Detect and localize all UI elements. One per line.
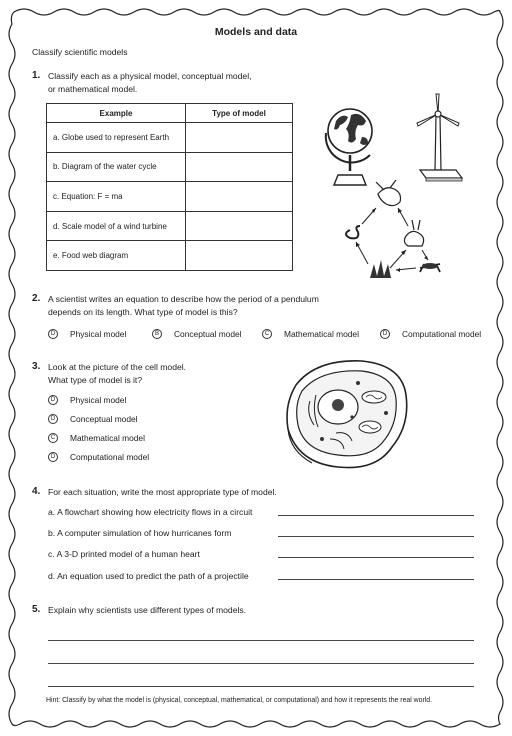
option-circle: B (152, 329, 162, 339)
q1-prompt-line2: or mathematical model. (48, 84, 138, 94)
table-row (47, 152, 293, 182)
q3-number: 3. (32, 361, 41, 372)
q3-option-computational[interactable] (48, 452, 149, 462)
hint-text: Hint: Classify by what the model is (physical, conceptual, mathematical, or computational) and how it represents the real world. (46, 697, 433, 704)
option-circle: D (380, 329, 390, 339)
q2-prompt-line1: A scientist writes an equation to describe how the period of a pendulum (48, 294, 319, 304)
answer-cell[interactable] (186, 211, 293, 241)
cell-model-illustration (282, 355, 412, 473)
table-cell-example: c. Equation: F = ma (47, 182, 186, 212)
q4-number: 4. (32, 486, 41, 497)
table-header-example: Example (47, 104, 186, 123)
option-label: Computational model (402, 329, 482, 339)
q1-table (46, 103, 293, 271)
option-label: Physical model (70, 395, 127, 405)
table-cell-example: b. Diagram of the water cycle (47, 152, 186, 182)
answer-line[interactable] (48, 686, 474, 687)
q3-prompt-line2: What type of model is it? (48, 375, 143, 385)
q2-option-mathematical[interactable] (262, 329, 359, 339)
table-row (47, 211, 293, 241)
q2-option-computational[interactable] (380, 329, 481, 339)
answer-line[interactable] (48, 640, 474, 641)
q1-number: 1. (32, 70, 41, 81)
option-circle: D (48, 395, 58, 405)
answer-line[interactable] (278, 557, 474, 558)
q3-option-physical[interactable] (48, 395, 126, 405)
globe-illustration (318, 93, 384, 193)
q4-item-c: c. A 3-D printed model of a human heart (48, 549, 200, 559)
q3-prompt-line1: Look at the picture of the cell model. (48, 362, 187, 372)
table-row (47, 182, 293, 212)
table-header-type: Type of model (186, 104, 293, 123)
food-web-illustration (340, 180, 450, 284)
q5-number: 5. (32, 604, 41, 615)
q3-option-mathematical[interactable] (48, 433, 145, 443)
q3-option-conceptual[interactable] (48, 414, 138, 424)
option-label: Physical model (70, 329, 127, 339)
q4-item-d: d. An equation used to predict the path of a projectile (48, 571, 249, 581)
q5-prompt: Explain why scientists use different types of models. (48, 605, 247, 615)
table-row (47, 241, 293, 271)
q1-prompt-line1: Classify each as a physical model, conceptual model, (48, 71, 252, 81)
page-title: Models and data (214, 26, 298, 38)
q2-option-physical[interactable] (48, 329, 126, 339)
option-label: Mathematical model (70, 433, 145, 443)
page-subtitle: Classify scientific models (32, 47, 128, 57)
answer-cell[interactable] (186, 123, 293, 153)
table-cell-example: e. Food web diagram (47, 241, 186, 271)
option-circle: D (48, 329, 58, 339)
option-label: Conceptual model (70, 414, 138, 424)
q2-number: 2. (32, 293, 41, 304)
q2-option-conceptual[interactable] (152, 329, 242, 339)
q4-item-b: b. A computer simulation of how hurricanes form (48, 528, 232, 538)
answer-line[interactable] (278, 515, 474, 516)
option-label: Computational model (70, 452, 150, 462)
answer-line[interactable] (278, 536, 474, 537)
table-row (47, 123, 293, 153)
answer-cell[interactable] (186, 241, 293, 271)
option-circle: D (48, 414, 58, 424)
option-label: Mathematical model (284, 329, 359, 339)
table-cell-example: d. Scale model of a wind turbine (47, 211, 186, 241)
option-circle: C (48, 433, 58, 443)
answer-line[interactable] (278, 579, 474, 580)
q4-prompt: For each situation, write the most appropriate type of model. (48, 487, 277, 497)
wind-turbine-illustration (410, 92, 466, 184)
q4-item-a: a. A flowchart showing how electricity flows in a circuit (48, 507, 253, 517)
option-circle: C (262, 329, 272, 339)
answer-cell[interactable] (186, 152, 293, 182)
option-circle: D (48, 452, 58, 462)
option-label: Conceptual model (174, 329, 242, 339)
q2-prompt-line2: depends on its length. What type of model is this? (48, 307, 238, 317)
answer-line[interactable] (48, 663, 474, 664)
answer-cell[interactable] (186, 182, 293, 212)
table-cell-example: a. Globe used to represent Earth (47, 123, 186, 153)
